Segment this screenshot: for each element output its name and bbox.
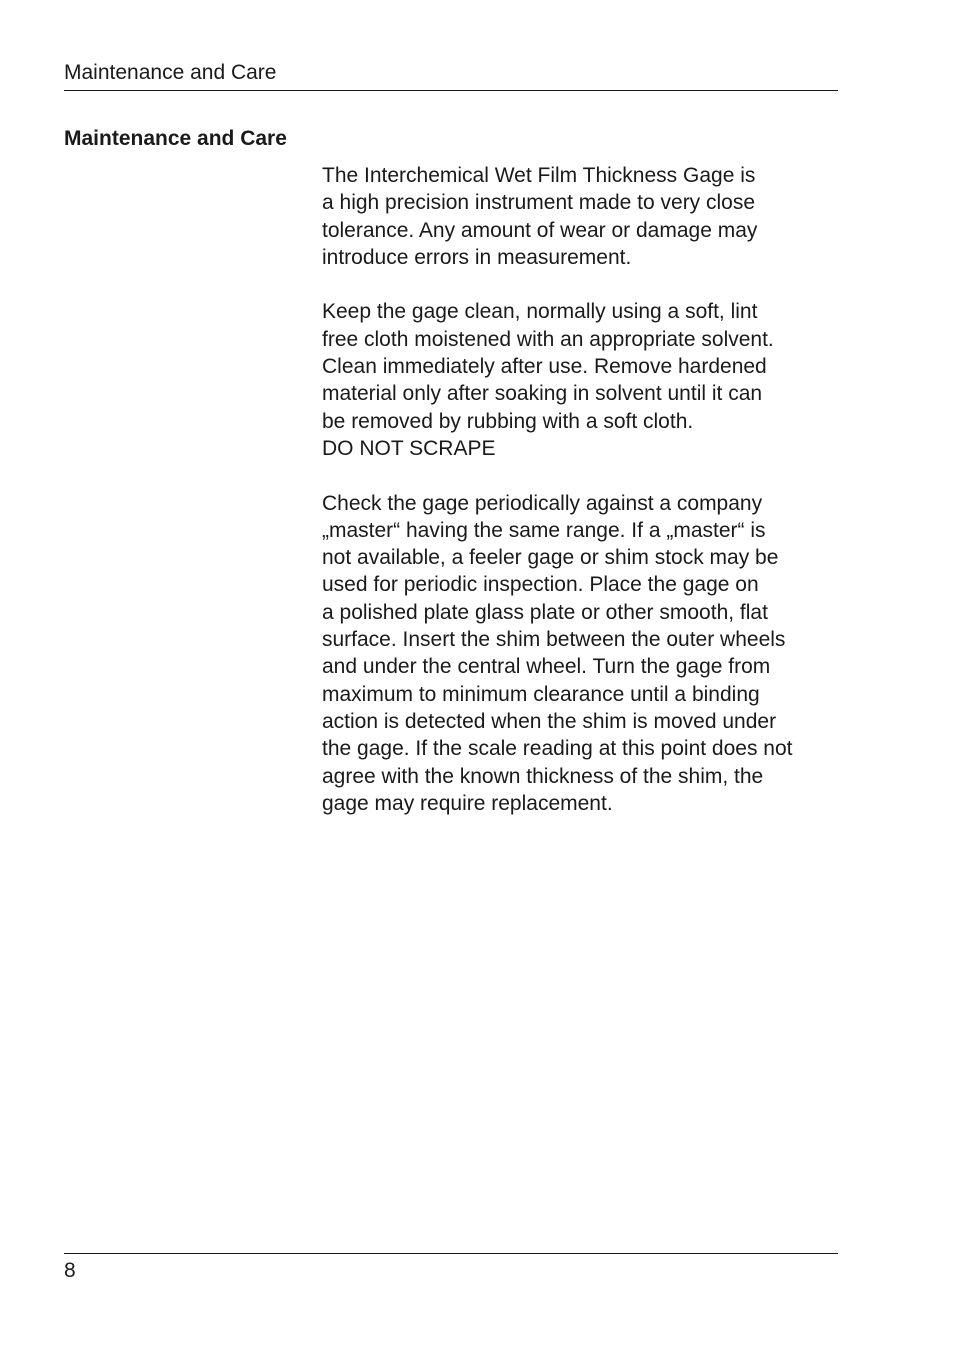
text-line: surface. Insert the shim between the outer wheels <box>322 628 786 652</box>
paragraph-intro <box>322 162 842 271</box>
text-line: used for periodic inspection. Place the gage on <box>322 573 759 597</box>
text-line: tolerance. Any amount of wear or damage may <box>322 218 758 242</box>
text-line: free cloth moistened with an appropriate solvent. <box>322 327 774 351</box>
running-header: Maintenance and Care <box>64 61 277 84</box>
paragraph-cleaning <box>322 298 842 462</box>
text-line: agree with the known thickness of the shim, the <box>322 764 764 788</box>
text-line: „master“ having the same range. If a „master“ is <box>322 518 766 542</box>
text-line: and under the central wheel. Turn the gage from <box>322 655 771 679</box>
text-line: a high precision instrument made to very close <box>322 191 756 215</box>
text-line: introduce errors in measurement. <box>322 245 632 269</box>
text-line: The Interchemical Wet Film Thickness Gage is <box>322 164 756 187</box>
section-heading: Maintenance and Care <box>64 127 287 150</box>
page-number: 8 <box>64 1259 76 1282</box>
text-line: Clean immediately after use. Remove hardened <box>322 355 767 379</box>
footer-rule <box>64 1253 838 1254</box>
text-line: not available, a feeler gage or shim stock may be <box>322 546 779 570</box>
text-line: a polished plate glass plate or other smooth, flat <box>322 600 768 624</box>
text-line: gage may require replacement. <box>322 791 613 815</box>
paragraph-inspection <box>322 490 842 818</box>
warning-line: DO NOT SCRAPE <box>322 436 496 460</box>
text-line: material only after soaking in solvent until it can <box>322 382 763 406</box>
text-line: maximum to minimum clearance until a binding <box>322 682 760 706</box>
section-body <box>322 162 842 844</box>
text-line: Keep the gage clean, normally using a soft, lint <box>322 300 758 324</box>
text-line: action is detected when the shim is moved under <box>322 709 777 733</box>
text-line: be removed by rubbing with a soft cloth. <box>322 409 694 433</box>
text-line: Check the gage periodically against a company <box>322 491 763 515</box>
text-line: the gage. If the scale reading at this point does not <box>322 737 793 761</box>
header-rule <box>64 90 838 91</box>
